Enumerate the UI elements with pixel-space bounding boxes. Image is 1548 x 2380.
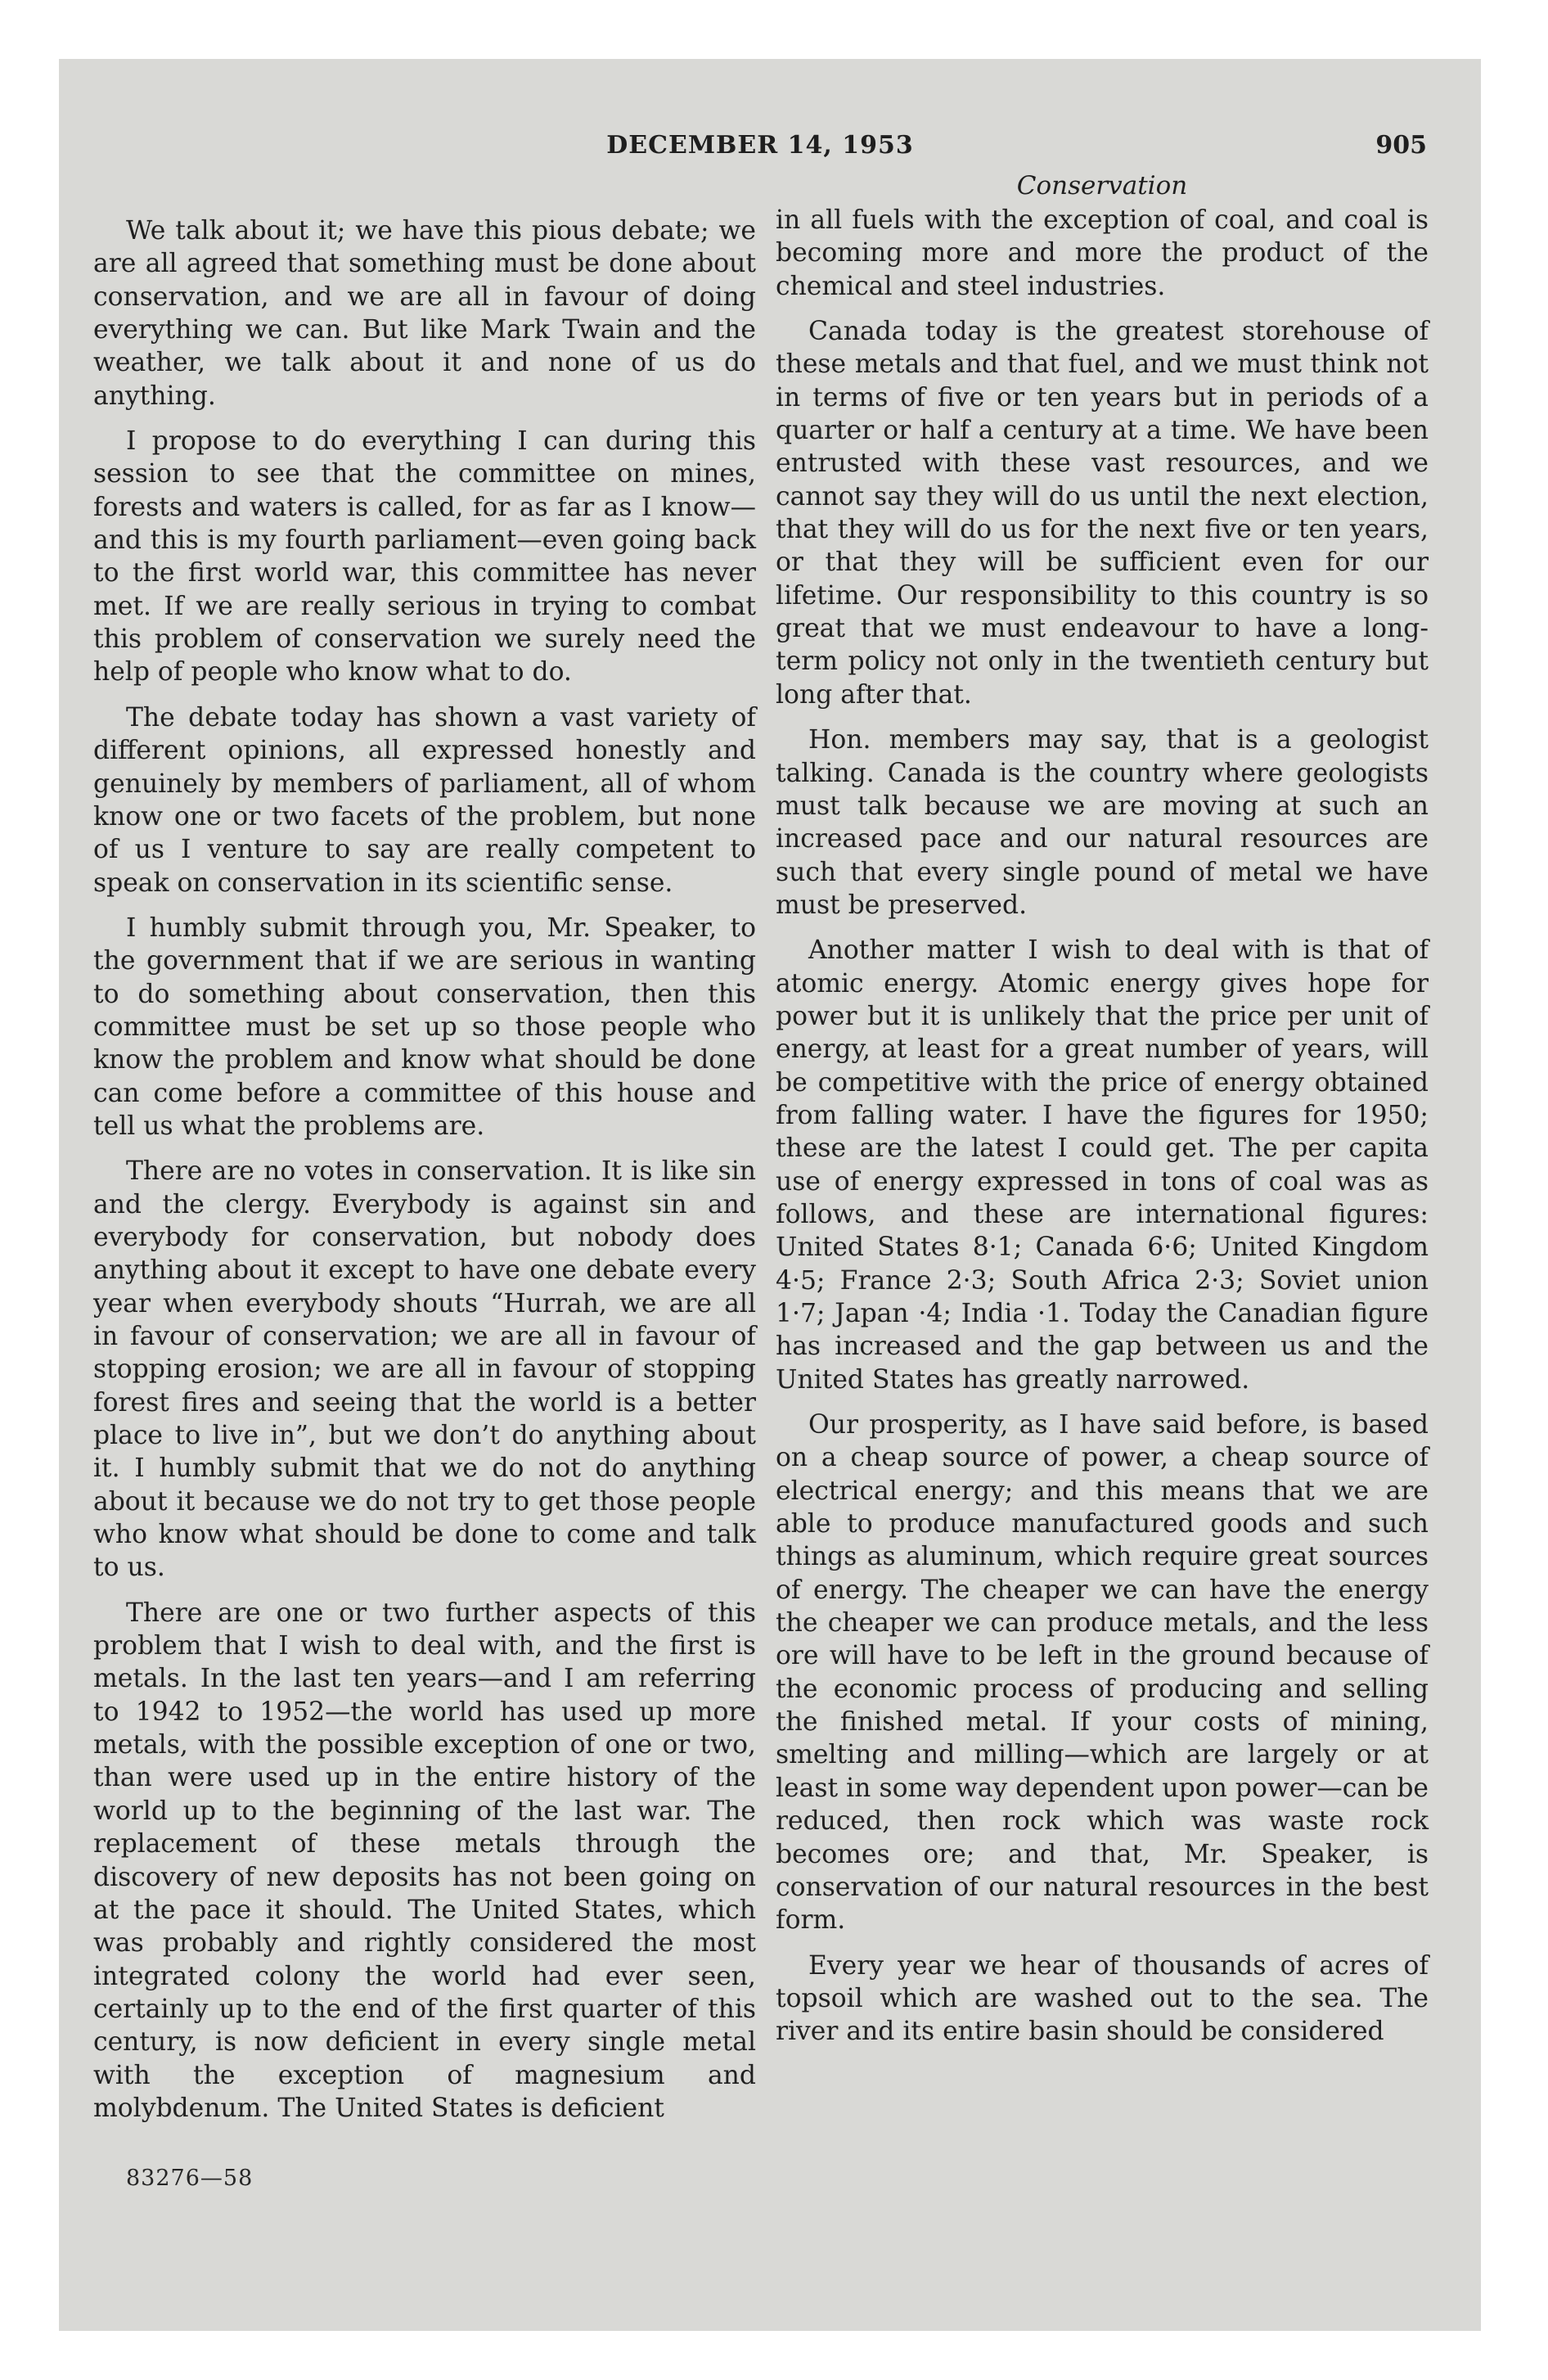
paragraph-continuation: in all fuels with the exception of coal, and coal is becoming more and more the product of the chemical and steel industries. bbox=[776, 205, 1429, 301]
paragraph: Hon. members may say, that is a geologist talking. Canada is the country where geologists must talk because we are moving at such an increased pace and our natural resources are such that every single pound of metal we have must be preserved. bbox=[776, 725, 1429, 920]
paragraph: I humbly submit through you, Mr. Speaker, to the government that if we are serious in wanting to do something about conservation, then this committee must be set up so those people who know the problem and know what should be done can come before a committee of this house and tell us what the problems are. bbox=[93, 913, 756, 1141]
section-title: Conservation bbox=[1016, 171, 1188, 201]
print-code: 83276—58 bbox=[126, 2166, 254, 2191]
paragraph: There are one or two further aspects of this problem that I wish to deal with, and the first is metals. In the last ten years—and I am referring to 1942 to 1952—the world has used up more metals, with the possible exception of one or two, than were used up in the entire history of the world up to the beginning of the last war. The replacement of these metals through the discovery of new deposits has not been going on at the pace it should. The United States, which was probably and rightly considered the most integrated colony the world had ever seen, certainly up to the end of the first quarter of this century, is now deficient in every single metal with the exception of magnesium and molybdenum. The United States is deficient bbox=[93, 1598, 756, 2123]
paragraph: Our prosperity, as I have said before, is based on a cheap source of power, a cheap source of electrical energy; and this means that we are able to produce manufactured goods and such things as aluminum, which require great sources of energy. The cheaper we can have the energy the cheaper we can produce metals, and the less ore will have to be left in the ground because of the economic process of producing and selling the finished metal. If your costs of mining, smelting and milling—which are largely or at least in some way dependent upon power—can be reduced, then rock which was waste rock becomes ore; and that, Mr. Speaker, is conservation of our natural resources in the best form. bbox=[776, 1410, 1429, 1936]
paragraph: The debate today has shown a vast variety of different opinions, all expressed honestly and genuinely by members of parliament, all of whom know one or two facets of the problem, but none of us I venture to say are really competent to speak on conservation in its scientific sense. bbox=[93, 702, 756, 898]
page-number: 905 bbox=[1375, 131, 1427, 160]
paragraph: Canada today is the greatest storehouse of these metals and that fuel, and we must think not in terms of five or ten years but in periods of a quarter or half a century at a time. We have been entrusted with these vast resources, and we cannot say they will do us until the next election, that they will do us for the next five or ten years, or that they will be sufficient even for our lifetime. Our responsibility to this country is so great that we must endeavour to have a long-term policy not only in the twentieth century but long after that. bbox=[776, 317, 1429, 710]
paragraph: We talk about it; we have this pious debate; we are all agreed that something must be done about conservation, and we are all in favour of doing everything we can. But like Mark Twain and the weather, we talk about it and none of us do anything. bbox=[93, 216, 756, 411]
left-column bbox=[93, 214, 756, 2137]
paragraph: Another matter I wish to deal with is that of atomic energy. Atomic energy gives hope for power but it is unlikely that the price per unit of energy, at least for a great number of years, will be competitive with the price of energy obtained from falling water. I have the figures for 1950; these are the latest I could get. The per capita use of energy expressed in tons of coal was as follows, and these are international figures: United States 8·1; Canada 6·6; United Kingdom 4·5; France 2·3; South Africa 2·3; Soviet union 1·7; Japan ·4; India ·1. Today the Canadian figure has increased and the gap between us and the United States has greatly narrowed. bbox=[776, 935, 1429, 1395]
paragraph: There are no votes in conservation. It is like sin and the clergy. Everybody is against sin and everybody for conservation, but nobody does anything about it except to have one debate every year when everybody shouts “Hurrah, we are all in favour of conservation; we are all in favour of stopping erosion; we are all in favour of stopping forest fires and seeing that the world is a better place to live in”, but we don’t do anything about it. I humbly submit that we do not do anything about it because we do not try to get those people who know what should be done to come and talk to us. bbox=[93, 1156, 756, 1583]
paragraph: Every year we hear of thousands of acres of topsoil which are washed out to the sea. The river and its entire basin should be considered bbox=[776, 1950, 1429, 2047]
page-header bbox=[93, 131, 1427, 172]
page-date: DECEMBER 14, 1953 bbox=[606, 131, 914, 160]
paragraph: I propose to do everything I can during this session to see that the committee on mines, forests and waters is called, for as far as I know—and this is my fourth parliament—even going back to the first world war, this committee has never met. If we are really serious in trying to combat this problem of conservation we surely need the help of people who know what to do. bbox=[93, 426, 756, 687]
right-column bbox=[776, 169, 1429, 2061]
